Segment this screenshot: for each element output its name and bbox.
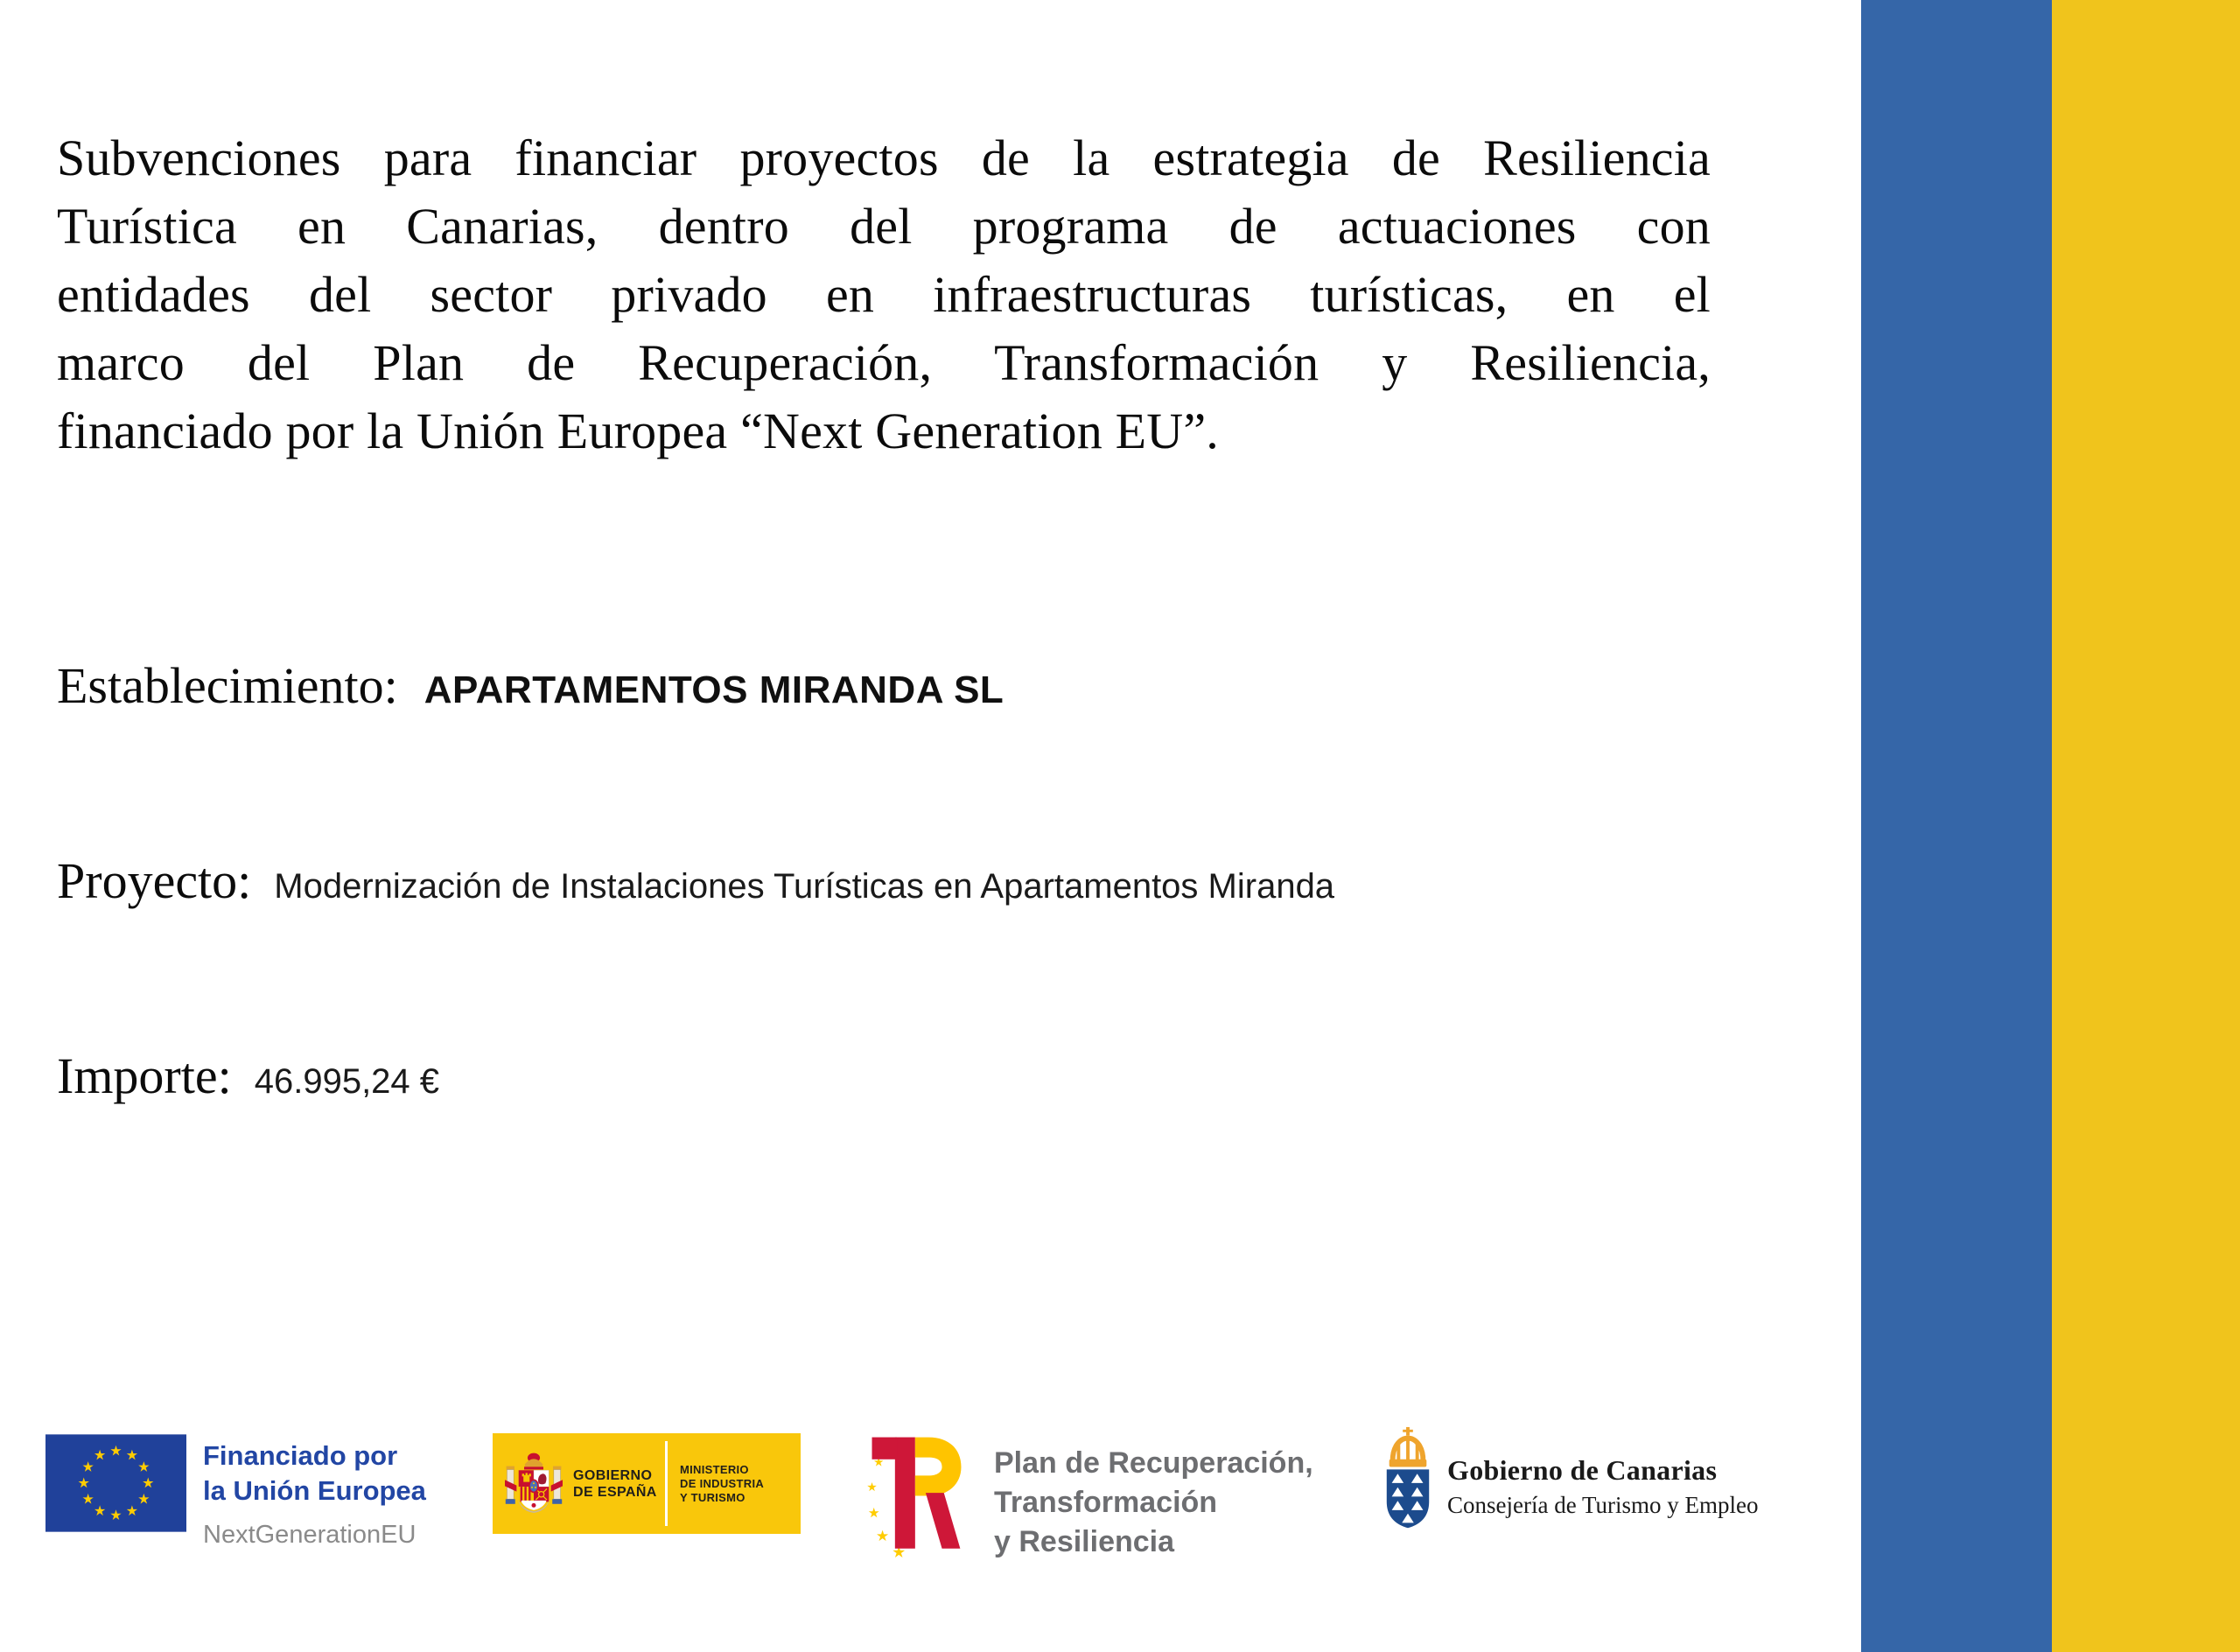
canarias-government-label: Gobierno de Canarias <box>1447 1454 1718 1486</box>
eu-funding-line2: la Unión Europea <box>203 1475 426 1506</box>
amount-value: 46.995,24 € <box>254 1062 440 1101</box>
ministry-label <box>680 1463 764 1505</box>
canarias-government-text <box>1447 1452 1758 1520</box>
blue-side-stripe <box>1861 0 2052 1652</box>
paragraph-line: financiado por la Unión Europea “Next Generation EU”. <box>57 402 1219 459</box>
recovery-plan-line3: y Resiliencia <box>994 1525 1175 1558</box>
de-espana-line: DE ESPAÑA <box>573 1484 657 1500</box>
eu-flag-icon <box>46 1434 186 1532</box>
recovery-plan-tr-icon <box>853 1432 980 1561</box>
yellow-side-stripe <box>2052 0 2240 1652</box>
amount-label: Importe: <box>57 1047 232 1104</box>
canarias-coat-of-arms-icon <box>1381 1426 1435 1533</box>
project-value: Modernización de Instalaciones Turísticas en Apartamentos Miranda <box>274 867 1335 906</box>
eu-funding-text <box>203 1438 426 1550</box>
paragraph-line: Subvenciones para financiar proyectos de la estrategia de Resiliencia <box>57 130 1711 186</box>
recovery-plan-line1: Plan de Recuperación, <box>994 1446 1313 1480</box>
project-label: Proyecto: <box>57 852 252 909</box>
spain-government-label <box>573 1467 665 1501</box>
spain-logo-divider <box>665 1441 668 1526</box>
establishment-value: APARTAMENTOS MIRANDA SL <box>424 668 1004 711</box>
ministerio-line: MINISTERIO <box>680 1462 749 1476</box>
recovery-plan-text <box>994 1444 1313 1562</box>
paragraph-line: Turística en Canarias, dentro del programa de actuaciones con <box>57 198 1711 255</box>
establishment-label: Establecimiento: <box>57 657 398 714</box>
project-row <box>57 851 1334 910</box>
gobierno-line: GOBIERNO <box>573 1467 653 1483</box>
paragraph-line: marco del Plan de Recuperación, Transformación y Resiliencia, <box>57 334 1711 391</box>
amount-row <box>57 1046 439 1105</box>
de-industria-line: DE INDUSTRIA <box>680 1476 765 1490</box>
spain-coat-of-arms-icon <box>505 1446 563 1522</box>
canarias-department-label: Consejería de Turismo y Empleo <box>1447 1492 1759 1518</box>
recovery-plan-line2: Transformación <box>994 1486 1218 1519</box>
spain-government-logo <box>493 1433 801 1534</box>
nextgeneration-eu-label: NextGenerationEU <box>203 1521 416 1549</box>
paragraph-line: entidades del sector privado en infraestructuras turísticas, en el <box>57 266 1711 323</box>
eu-funding-line1: Financiado por <box>203 1440 398 1471</box>
intro-paragraph <box>57 124 1711 466</box>
establishment-row <box>57 656 1004 715</box>
y-turismo-line: Y TURISMO <box>680 1490 746 1504</box>
